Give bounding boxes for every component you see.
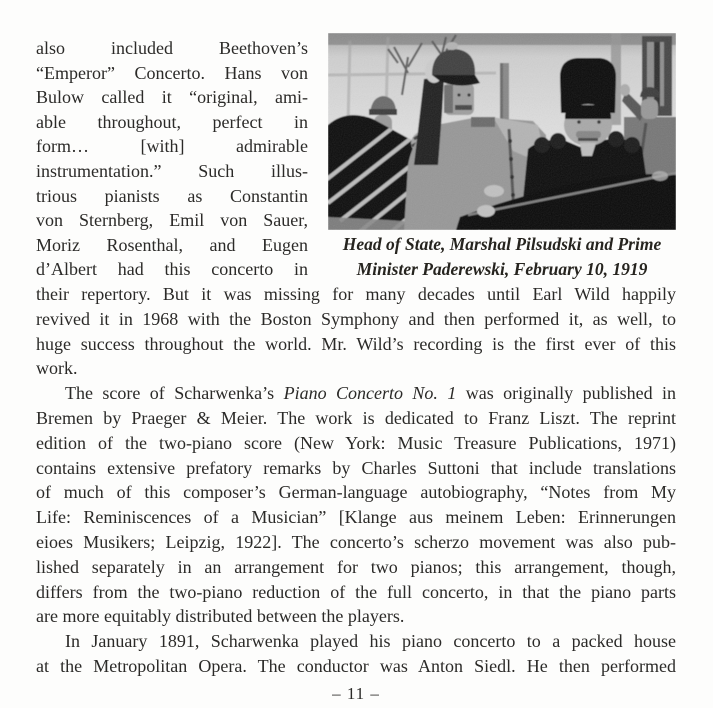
photo-caption-line1: Head of State, Marshal Pilsudski and Prime [342, 234, 662, 254]
text-line: differs from the two-piano reduction of the full concerto, in that the piano parts [36, 581, 676, 602]
text-line: In January 1891, Scharwenka played his piano concerto to a packed house [65, 631, 676, 652]
text-line: “Emperor” Concerto. Hans von [36, 62, 308, 83]
text-line: eioes Musikers; Leipzig, 1922]. The concerto’s scherzo movement was also pub- [36, 531, 676, 552]
text-line: Moriz Rosenthal, and Eugen [36, 234, 308, 255]
text-line: are more equitably distributed between the players. [36, 606, 405, 627]
text-line: work. [36, 358, 78, 379]
top-section [36, 33, 676, 282]
text-line: lished separately in an arrangement for two pianos; this arrangement, though, [36, 556, 676, 577]
page-number: – 11 – [332, 683, 380, 703]
text-line: their repertory. But it was missing for many decades until Earl Wild happily [36, 284, 676, 304]
paragraph-3 [36, 629, 676, 679]
text-line: instrumentation.” Such illus- [36, 160, 308, 181]
paragraph-1 [36, 282, 676, 381]
paragraph-2 [36, 381, 676, 629]
text-line: trious pianists as Constantin [36, 185, 308, 206]
text-line: at the Metropolitan Opera. The conductor was Anton Siedl. He then performed [36, 655, 676, 676]
text-line: contains extensive prefatory remarks by Charles Suttoni that include translations [36, 457, 676, 478]
text-line: The score of Scharwenka’s Piano Concerto No. 1 was originally published in [65, 383, 676, 404]
body-text-column [36, 33, 308, 282]
text-line: huge success throughout the world. Mr. Wild’s recording is the first ever of this [36, 333, 676, 354]
text-line: Life: Reminiscences of a Musician” [Klange aus meinem Leben: Erinnerungen [36, 507, 676, 528]
text-line: of much of this composer’s German-language autobiography, “Notes from My [36, 482, 676, 503]
text-line: von Sternberg, Emil von Sauer, [36, 210, 308, 231]
photo-pilsudski-paderewski [328, 33, 676, 230]
text-line: Bremen by Praeger & Meier. The work is dedicated to Franz Liszt. The reprint [36, 407, 676, 428]
text-line: revived it in 1968 with the Boston Symphony and then performed it, as well, to [36, 308, 676, 329]
text-line: edition of the two-piano score (New York: Music Treasure Publications, 1971) [36, 432, 676, 453]
text-line: Bulow called it “original, ami- [36, 87, 308, 108]
text-line: also included Beethoven’s [36, 38, 308, 58]
text-line: able throughout, perfect in [36, 111, 308, 132]
photo-caption [328, 232, 676, 282]
text-line: form… [with] admirable [36, 136, 308, 157]
photo-caption-line2: Minister Paderewski, February 10, 1919 [356, 259, 648, 279]
text-line: d’Albert had this concerto in [36, 259, 308, 280]
photo-figure [328, 33, 676, 282]
